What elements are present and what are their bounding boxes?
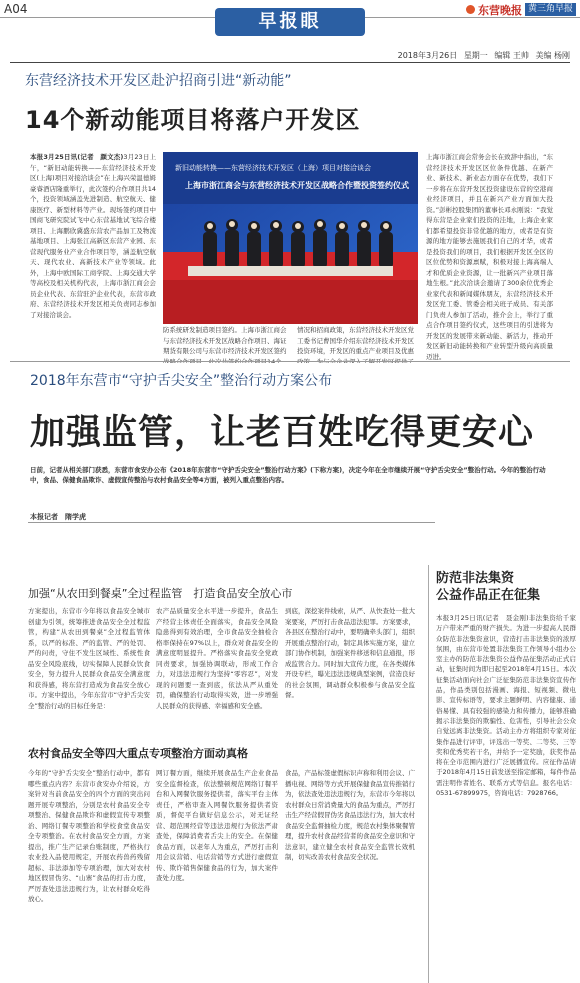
story1-below-photo-left: 防系统研发制造项目签约。上海市浙江商会与东营经济技术开发区战略合作项目、海证期货有限公司与东营市经济技术开发区签约 [163, 326, 287, 355]
logo-tag: 黄三角早报 [525, 3, 576, 16]
story2-subhead: 2018年东营市“守护舌尖安全”整治行动方案公布 [30, 373, 333, 389]
logo-sun-icon [466, 5, 475, 14]
page-number: A04 [4, 2, 28, 16]
photo-sign-text: 上海市浙江商会与东营经济技术开发区战略合作暨投资签约仪式 [185, 181, 409, 190]
story2-lead: 日前，记者从相关部门获悉，东营市食安办公布《2018年东营市“守护舌尖安全”整治行动方案》(下称方案)，决定今年在全市继续开展“守护舌尖安全”整治行动。今年的整治行动中，食品、保健食品欺诈、虚假宣传整治与农村食品安全等4方面，被列入重点整治内容。 [30, 466, 546, 484]
story2-b-column-1: 今年的“守护舌尖安全”整治行动中，都有哪些重点内容？东营市食安办介绍说，方案针对当前食品安全的四个方面的突出问题开展专项整治，分别是农村食品安全专项整治、保健食品欺诈和虚假宣传专项整治、网络订餐专项整治和学校食堂食品安全专项整治。在农村食品安全方面，方案提出，推广生产记录台账制度，严格执行农业投入品使用规定，开展农药兽药残留超标、非法添加等专项治理，加大对农村地区假冒伪劣、“山寨”食品的打击力度，严厉查处违法违规行为，让农村群众吃得放心。 [28, 769, 150, 903]
signing-ceremony-photo [163, 152, 418, 324]
story2-reporter: 本报记者 隋学虎 [30, 513, 86, 521]
story2-a-column-1: 方案提出，东营市今年将以食品安全城市创建为引领，统筹推进食品安全全过程监管，构建“从农田到餐桌”全过程监管体系，以严的标准、严的监管、严的处罚、严的问责，守住不发生区域性、系统性食品安全风险底线，切实保障人民群众饮食安全，努力提升人民群众食品安全满意度和获得感，将东营打造成为食品安全放心市。方案中提出，今年东营市“守护舌尖安全”整治行动的目标任务是： [28, 607, 150, 710]
weekday: 星期一 [463, 51, 488, 60]
story2-a-column-3: 到底，深挖案件线索，从严、从快查处一批大案要案，严厉打击食品违法犯罪。方案要求，各县区在整治行动中，要明确牵头部门，组织开展重点整治行动，制定具体实施方案，建立部门协作机制，加强案件移送和信息通报，形成监管合力。同时加大宣传力度，在各类媒体开设专栏，曝光违法违规典型案例，营造良好的社会氛围，调动群众积极参与食品安全监督。 [285, 607, 415, 699]
story1-column-right: 上海市浙江商会常务会长在致辞中指出，“东营经济技术开发区区位条件优越、在新产业、新技术、新业态方面存在优势，我们下一步将在东营开发区投资建设东营的空港商业经济项目，并且在新兴产业方面加大投资。”彭彬控股集团的董事长邓永刚说：“我觉得东营是企业家们投资的洼地，上海企业家们都希望投资非常优越的地方，或者是有资源的地方能够去施展我们自己的才华，或者是投资我们的项目，我们根据开发区全区的区位优势和资源禀赋，积极对接上海高端人才和优质企业资源，让一批新兴产业项目落地生根。”此次洽谈会邀请了300余位优秀企业家代表和新闻媒体朋友，东营经济技术开发区党工委、管委会相关班子成员、有关部门负责人参加了活动，推介会上，举行了重点合作项目签约仪式，这些项目的引进将为开发区的发展带来新动能、新活力，推动开发区新旧动能转换和产业转型升级向高质量迈进。 [426, 153, 553, 361]
story1-col1-text: 3月23日上午，“新旧动能转换——东营经济技术开发区(上海)项目对接洽谈会”在上海兴荣温德姆豪睿酒店隆重举行，此次签约合作项目共14个，投资领域涵盖先进制造、航空航天、健康医疗、新型材料等产业。现场签约项目中国商飞研究院试飞中心东营基地试飞综合楼项目、上海鹏欣冀盛东营农产品加工及物流基地项目、上海张江高新区东营产业园、东营现代服务业产业合作项目等，涵盖航空航天、现代农业、高新技术产业等领域。此外，上海中欧国际工商学院、上海交通大学等高校及相关机构代表，上海市浙江商会会员企业代表、东营驻沪企业代表，东营市政府、东营经济技术开发区相关负责同志参加了对接洽谈会。 [30, 153, 156, 319]
story3-headline [436, 570, 576, 604]
story1-headline: 14个新动能项目将落户开发区 [25, 106, 361, 134]
signing-ceremony-illustration [163, 152, 418, 324]
dateline [394, 50, 570, 61]
right-column-divider [428, 565, 429, 983]
section-rule [10, 361, 570, 362]
top-rule [10, 62, 570, 63]
story3-headline-line1: 防范非法集资 [436, 571, 515, 586]
story3-body: 本报3月25日讯(记者 聂金刚)非法集资给千家万户带来严重的财产损失。为进一步提高人民群众防范非法集资意识，营造打击非法集资的浓厚氛围，由东营市处置非法集资工作领导小组办公室主办的防范非法集资公益作品征集活动正式启动，征集时间为即日起至2018年4月15日。本次征集活动面向社会广泛征集防范非法集资宣传作品，作品类别包括漫画、海报、短视频、微电影、宣传标语等，要求主题鲜明、内容健康、通俗易懂、具有较强的感染力和传播力，能够准确揭示非法集资的欺骗性、危害性，引导社会公众自觉远离非法集资。活动主办方将组织专家对征集作品进行评审，评选出一等奖、二等奖、三等奖和优秀奖若干名，并给予一定奖励，获奖作品将在全市范围内进行广泛展播宣传。应征作品请于2018年4月15日前发送至指定邮箱，每件作品需注明作者姓名、联系方式等信息。报名电话：0531-67899975，咨询电话：7928766。 [436, 614, 576, 798]
story2-subsection-a-title: 加强“从农田到餐桌”全过程监管 打造食品安全放心市 [28, 587, 293, 600]
story2-b-column-2: 网订餐方面，继续开展食品生产企业食品安全监督检查，依法整顿规范网络订餐平台和入网餐饮服务提供者，落实平台主体责任，严格审查入网餐饮服务提供者资质，督促平台做好信息公示，对无证经营、超范围经营等违法违规行为依法严肃查处，保障消费者舌尖上的安全。在保健食品方面，以老年人为重点，严厉打击利用会议营销、电话营销等方式进行虚假宣传、欺诈销售保健食品的行为，加大案件查处力度。 [156, 769, 278, 882]
story1-column-1 [30, 152, 156, 362]
newspaper-logo [466, 2, 576, 17]
story2-rule [28, 522, 435, 523]
editor: 编辑 王帅 [494, 51, 529, 60]
section-tab: 早报眼 [215, 8, 365, 36]
story2-a-column-2: 农产品质量安全水平进一步提升，食品生产经营主体责任全面落实，食品安全风险隐患得到有效治理，全市食品安全抽检合格率保持在97%以上，群众对食品安全的满意度明显提升。严格落实食品安全党政同责要求，加强协调联动，形成工作合力，对违法违规行为坚持“零容忍”，对发现的问题要一查到底，依法从严从重处罚，确保整治行动取得实效，进一步增强人民群众的获得感、幸福感和安全感。 [156, 607, 278, 710]
story2-headline: 加强监管，让老百姓吃得更安心 [30, 413, 535, 453]
photo-banner-text: 新旧动能转换——东营经济技术开发区（上海）项目对接洽谈会 [175, 164, 371, 172]
date: 2018年3月26日 [397, 51, 458, 60]
story2-subsection-b-title: 农村食品安全等四大重点专项整治方面动真格 [28, 747, 248, 760]
story1-byline: 本报3月25日讯(记者 颜文杰) [30, 153, 124, 161]
story2-b-column-3: 食品，产品标签虚假标识声称和利用会议、广播电视、网络等方式开展保健食品宣传推销行为，依法查处违法违规行为，东营市今年将以农村群众日常消费量大的食品为重点，严厉打击生产经营假冒伪劣食品违法行为，加大农村食品安全监督抽检力度，规范农村集体聚餐管理，提升农村食品经营者的食品安全意识和守法意识，建立健全农村食品安全监管长效机制，切实改善农村食品安全状况。 [285, 769, 415, 861]
story1-below-photo-right: 情况和招商政策，东营经济技术开发区党工委书记曹国华介绍东营经济技术开发区投资环境，开发区的重点产业项目及优惠 [297, 326, 414, 355]
logo-brand: 东营晚报 [477, 3, 522, 17]
story1-subhead: 东营经济技术开发区赴沪招商引进“新动能” [25, 73, 292, 89]
story3-headline-line2: 公益作品正在征集 [436, 588, 541, 603]
designer: 美编 杨刚 [535, 51, 570, 60]
